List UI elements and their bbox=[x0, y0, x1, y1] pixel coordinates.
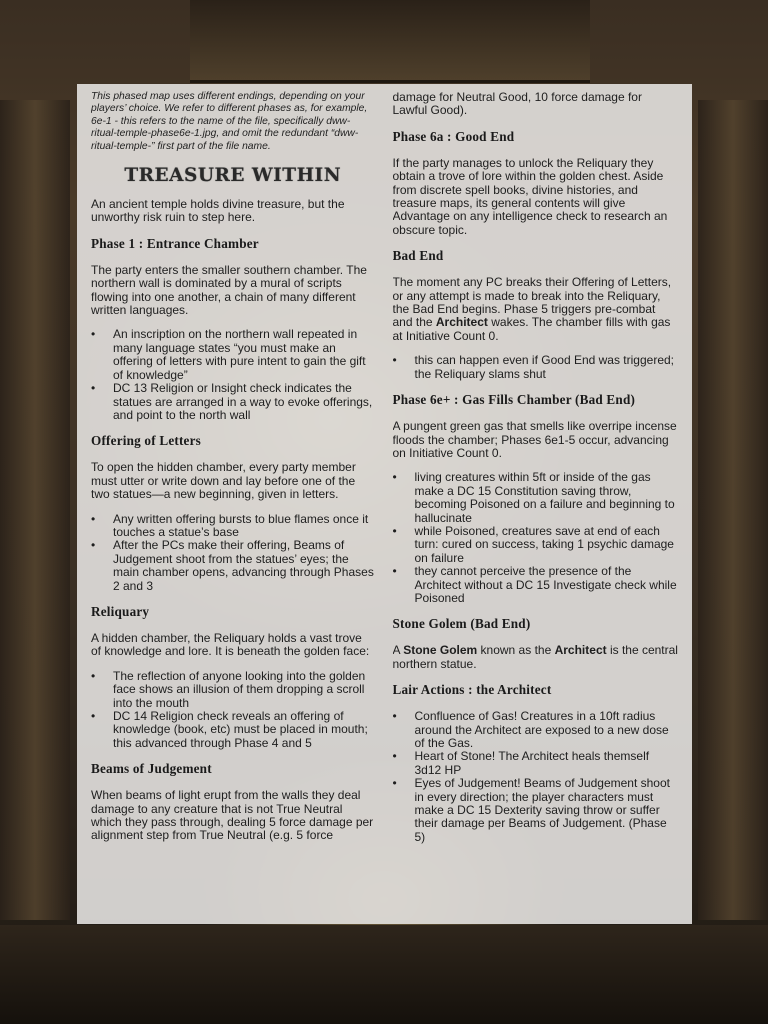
good-end-body: If the party manages to unlock the Reliquary they obtain a trove of lore within the golden chest. Aside from discrete spell books, divine histories, and treasure maps, its general contents will give Advantage on any intelligence check to research an obscure topic. bbox=[392, 155, 668, 237]
right-column bbox=[393, 91, 679, 924]
list-item: • An inscription on the northern wall repeated in many language states “you must make an offering of letters with pure intent to gain the gift of knowledge” bbox=[91, 327, 366, 382]
list-item: • After the PCs make their offering, Beams of Judgement shoot from the statues’ eyes; the main chamber opens, advancing through Phases 2 and 3 bbox=[91, 538, 374, 593]
list-item: • Confluence of Gas! Creatures in a 10ft radius around the Architect are exposed to a new dose of the Gas. bbox=[392, 709, 669, 750]
bad-end-list bbox=[393, 354, 679, 381]
bullet-glyph: • bbox=[392, 749, 397, 764]
list-item: • while Poisoned, creatures save at end of each turn: cured on success, taking 1 psychic damage on failure bbox=[392, 523, 674, 565]
bullet-glyph: • bbox=[91, 511, 96, 526]
intro-note: This phased map uses different endings, depending on your players’ choice. We refer to different phases as, for example, 6e-1 - this refers to the name of the file, specifically dww-ritual-temple-phase6e-1.jpg, and omit the redundant “dww-ritual-temple-” first part of the file name. bbox=[91, 91, 368, 152]
background-floor bbox=[0, 925, 768, 1024]
bullet-glyph: • bbox=[392, 470, 397, 485]
list-item: • Heart of Stone! The Architect heals themself 3d12 HP bbox=[392, 749, 650, 777]
architect-term: Architect bbox=[435, 315, 488, 330]
reliquary-body: A hidden chamber, the Reliquary holds a vast trove of knowledge and lore. It is beneath the golden face: bbox=[91, 630, 370, 659]
bullet-glyph: • bbox=[392, 353, 397, 368]
heading-bad-end: Bad End bbox=[392, 248, 444, 264]
phase-1-list bbox=[91, 328, 375, 422]
document-title: TREASURE WITHIN bbox=[124, 165, 342, 187]
heading-lair: Lair Actions : the Architect bbox=[392, 682, 552, 698]
list-item: • DC 14 Religion check reveals an offering of knowledge (book, etc) must be placed in mouth; this advanced through Phase 4 and 5 bbox=[91, 709, 368, 750]
offering-list bbox=[91, 513, 375, 593]
bullet-glyph: • bbox=[392, 709, 397, 724]
golem-body: A Stone Golem known as the Architect is the central northern statue. bbox=[392, 643, 678, 671]
heading-gas: Phase 6e+ : Gas Fills Chamber (Bad End) bbox=[392, 392, 636, 408]
list-item: • this can happen even if Good End was triggered; the Reliquary slams shut bbox=[392, 353, 674, 381]
tagline: An ancient temple holds divine treasure, but the unworthy risk ruin to step here. bbox=[91, 197, 345, 225]
heading-offering: Offering of Letters bbox=[91, 433, 201, 449]
list-item: • DC 13 Religion or Insight check indicates the statues are arranged in a way to evoke offerings, and point to the north wall bbox=[91, 381, 373, 422]
list-item: • Eyes of Judgement! Beams of Judgement shoot in every direction; the player characters must make a DC 15 Dexterity saving throw or suffer their damage per Beams of Judgement. (Phase 5) bbox=[392, 776, 670, 844]
reliquary-list bbox=[91, 670, 375, 750]
beams-body: When beams of light erupt from the walls they deal damage to any creature that is not True Neutral which they pass through, dealing 5 force damage per alignment step from True Neutral (e.g. 5 force bbox=[91, 788, 374, 843]
background-pillar-right bbox=[698, 100, 768, 920]
background-arch bbox=[190, 0, 590, 83]
heading-good-end: Phase 6a : Good End bbox=[392, 128, 515, 144]
bullet-glyph: • bbox=[91, 709, 96, 723]
bad-end-body: The moment any PC breaks their Offering of Letters, or any attempt is made to break into the Reliquary, the Bad End begins. Phase 5 triggers pre-combat and the Architect wakes. The chamber fills with gas at Initiative Count 0. bbox=[392, 275, 672, 343]
heading-beams: Beams of Judgement bbox=[91, 761, 212, 777]
bullet-glyph: • bbox=[91, 538, 96, 553]
offering-body: To open the hidden chamber, every party member must utter or write down and lay before one of the two statues—a new beginning, given in letters. bbox=[91, 460, 356, 502]
document-panel bbox=[77, 84, 692, 924]
left-column bbox=[91, 91, 375, 924]
heading-golem: Stone Golem (Bad End) bbox=[392, 616, 531, 632]
heading-reliquary: Reliquary bbox=[91, 603, 150, 619]
architect-term: Architect bbox=[554, 643, 607, 658]
gas-list bbox=[393, 471, 679, 605]
bullet-glyph: • bbox=[392, 523, 397, 538]
lair-list bbox=[393, 710, 679, 844]
bullet-glyph: • bbox=[392, 564, 397, 579]
bullet-glyph: • bbox=[91, 327, 96, 342]
phase-1-body: The party enters the smaller southern chamber. The northern wall is dominated by a mural of scripts flowing into one another, a chain of many different written languages. bbox=[91, 262, 367, 318]
list-item: • Any written offering bursts to blue flames once it touches a statue’s base bbox=[91, 511, 369, 539]
gas-body: A pungent green gas that smells like overripe incense floods the chamber; Phases 6e1-5 occur, advancing on Initiative Count 0. bbox=[392, 419, 677, 460]
beams-continued: damage for Neutral Good, 10 force damage for Lawful Good). bbox=[392, 91, 642, 118]
list-item: • The reflection of anyone looking into the golden face shows an illusion of them dropping a scroll into the mouth bbox=[91, 668, 366, 710]
golem-term: Stone Golem bbox=[403, 643, 478, 658]
bullet-glyph: • bbox=[392, 776, 397, 791]
bullet-glyph: • bbox=[91, 381, 96, 396]
heading-phase-1: Phase 1 : Entrance Chamber bbox=[91, 235, 259, 251]
list-item: • living creatures within 5ft or inside of the gas make a DC 15 Constitution saving throw, becoming Poisoned on a failure and beginning to hallucinate bbox=[392, 470, 675, 525]
background-pillar-left bbox=[0, 100, 70, 920]
bullet-glyph: • bbox=[91, 668, 96, 683]
list-item: • they cannot perceive the presence of the Architect without a DC 15 Investigate check while Poisoned bbox=[392, 564, 677, 605]
